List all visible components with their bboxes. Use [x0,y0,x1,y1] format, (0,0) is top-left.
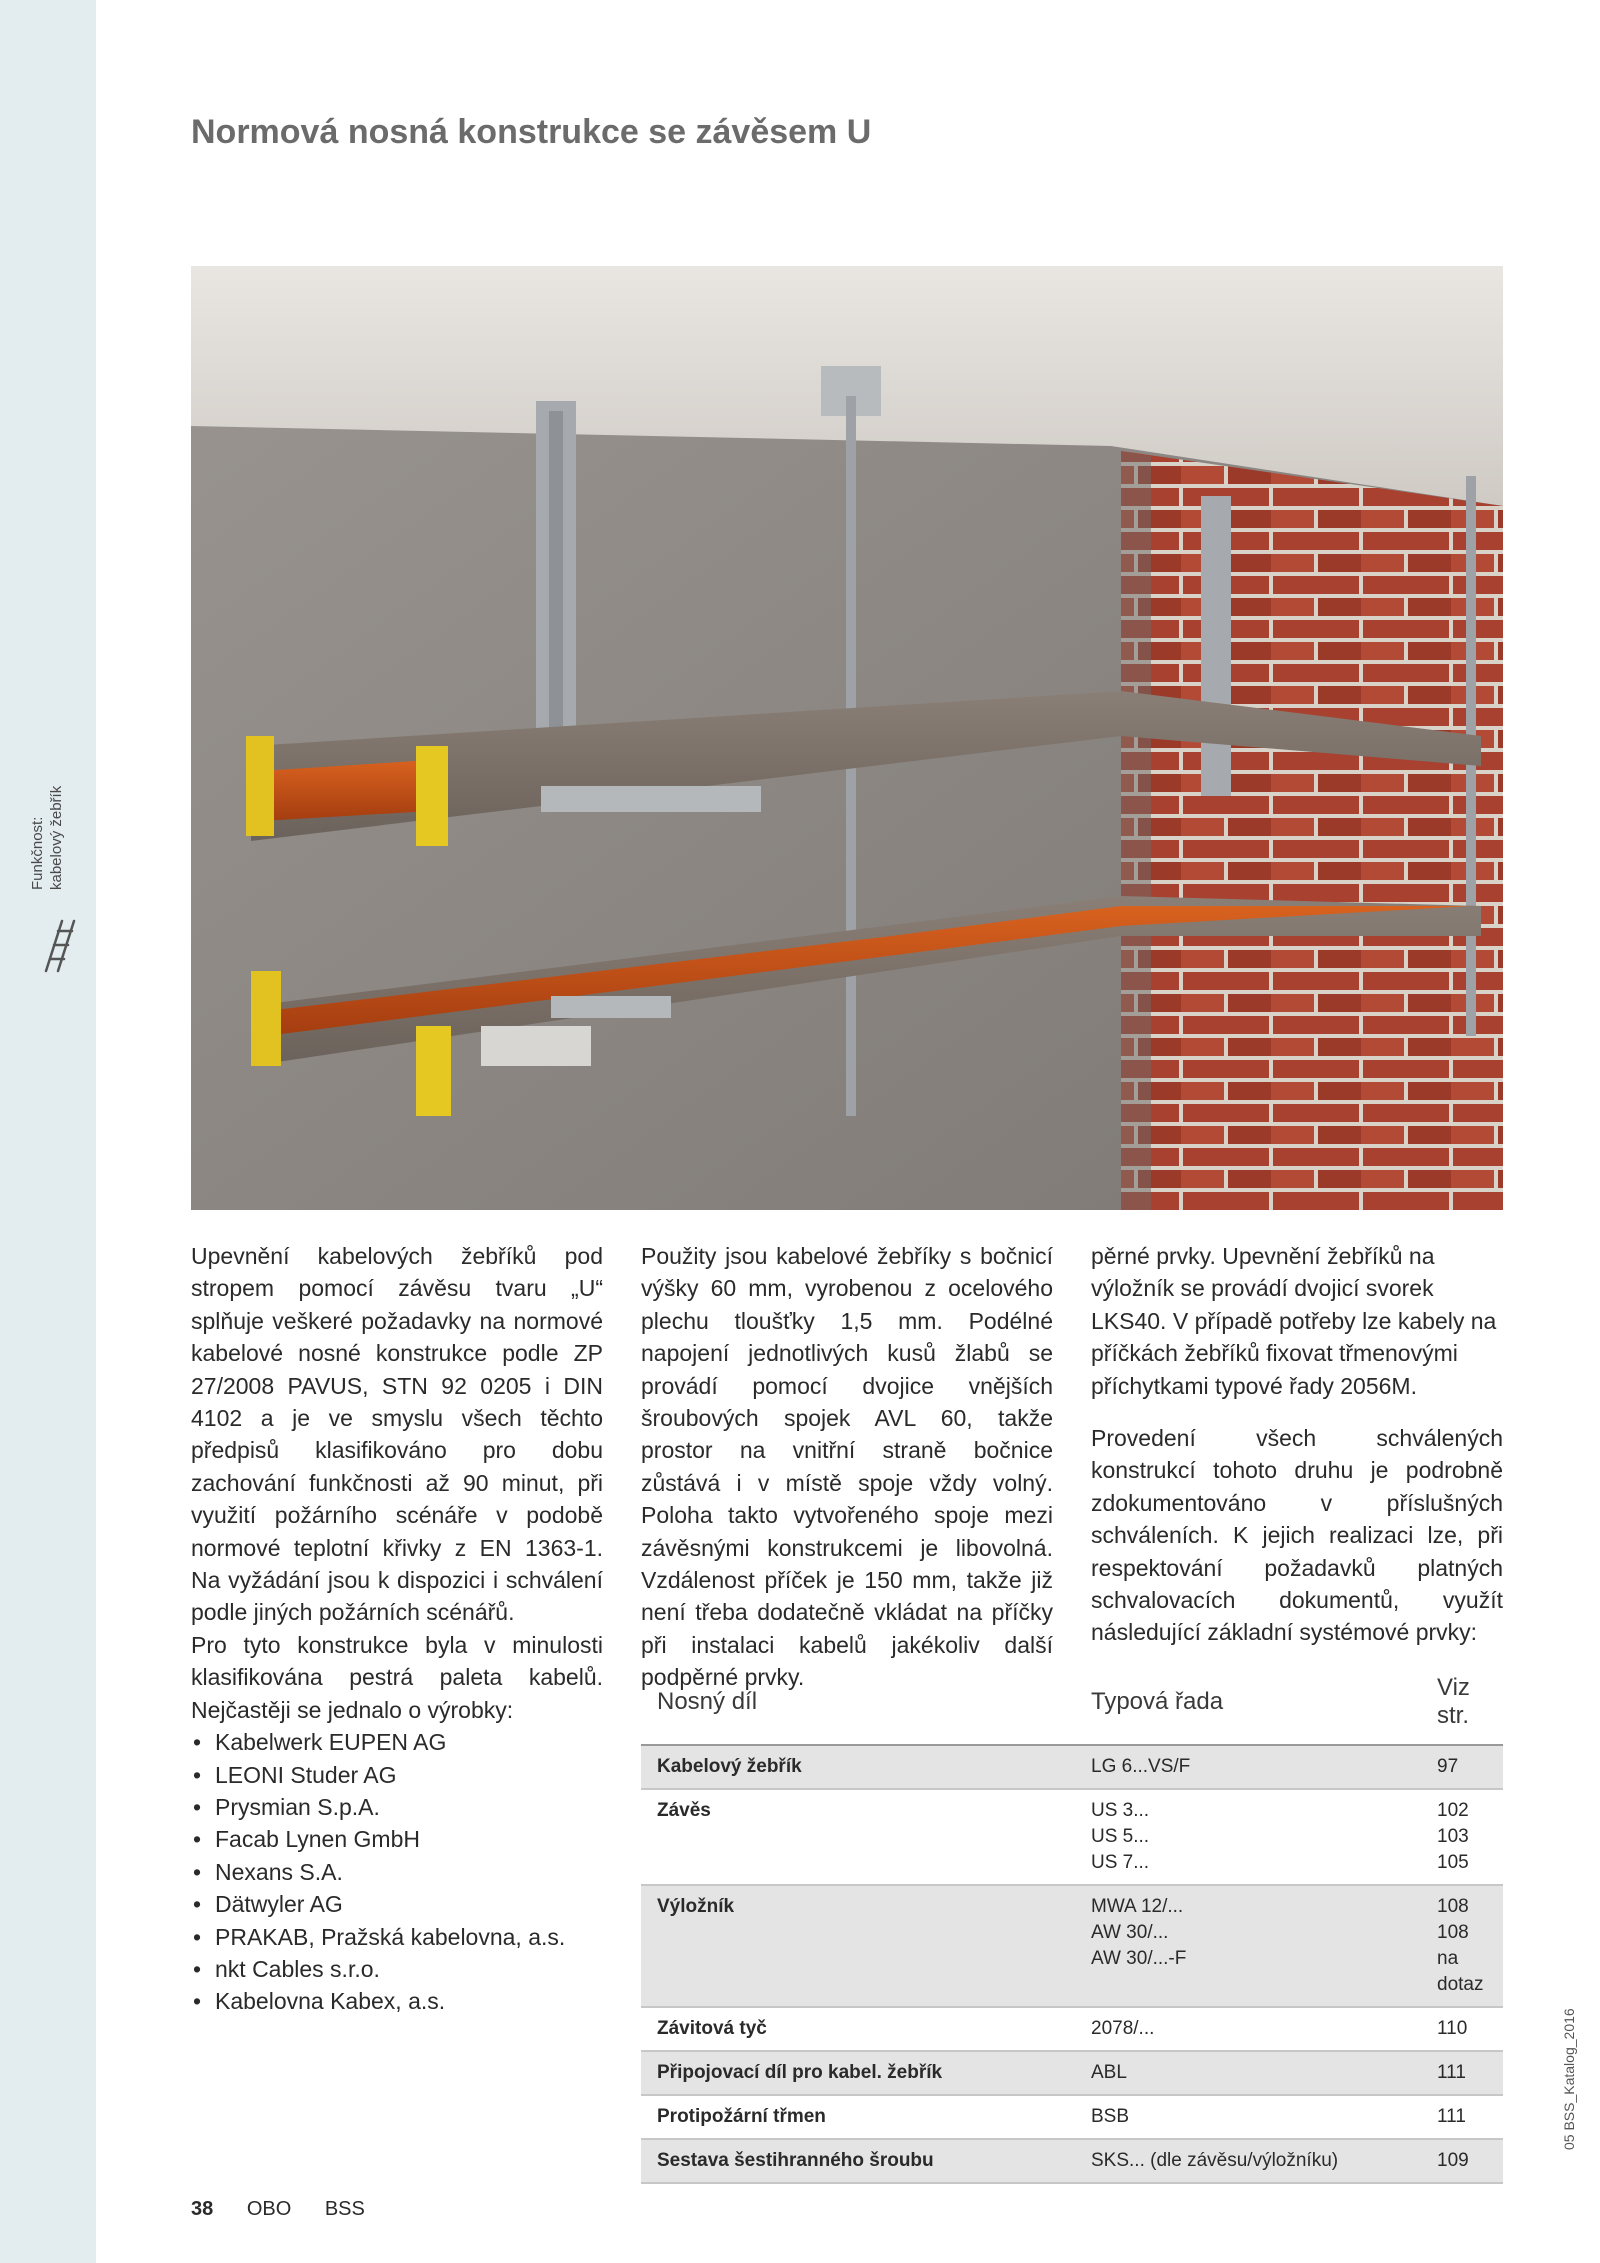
intro-paragraph: Upevnění kabelových žebříků pod stropem pomocí závěsu tvaru „U“ splňuje veškeré požadavky na normové kabelové nosné konstrukce podle ZP 27/2008 PAVUS, STN 92 0205 i DIN 4102 a je ve smyslu všech těchto předpisů klasifikováno pro dobu zachování funkčnosti až 90 minut, při využití požárního scénáře v podobě normové teplotní křivky z EN 1363-1. Na vyžádání jsou k dispozici i schválení podle jiných požárních scénářů. [191,1243,603,1626]
table-row [641,2139,1503,2183]
table-header-row [641,1674,1503,1745]
page-title: Normová nosná konstrukce se závěsem U [191,113,872,151]
part-series: US 3... US 5... US 7... [1075,1789,1421,1885]
header-series: Typová řada [1091,1688,1224,1715]
ladder-icon [40,915,80,975]
system-parts-table [641,1674,1503,2184]
text-column-1 [191,1240,603,2018]
part-series: MWA 12/... AW 30/... AW 30/...-F [1075,1885,1421,2007]
part-name: Sestava šestihranného šroubu [641,2139,1075,2183]
table-row [641,2051,1503,2095]
part-series: BSB [1075,2095,1421,2139]
table-row [641,1885,1503,2007]
table-row [641,2007,1503,2051]
bracket-paragraph: pěrné prvky. Upevnění žebříků na výložník se provádí dvojicí svorek LKS40. V případě potřeby lze kabely na příčkách žebříků fixovat třmenovými příchytkami typové řady 2056M. [1091,1243,1497,1399]
part-page: 97 [1421,1745,1503,1789]
list-item: • Nexans S.A. [191,1856,603,1888]
part-series: SKS... (dle závěsu/výložníku) [1075,2139,1421,2183]
part-series: LG 6...VS/F [1075,1745,1421,1789]
text-column-3 [1091,1240,1503,1649]
catalog-code: 05 BSS_Katalog_2016 [1561,2008,1577,2150]
part-name: Závěs [641,1789,1075,1885]
footer-section: BSS [324,2198,365,2220]
manufacturer-list [191,1726,603,2018]
list-item: • Facab Lynen GmbH [191,1823,603,1855]
header-part: Nosný díl [657,1688,758,1715]
part-page: 111 [1421,2095,1503,2139]
part-name: Připojovací díl pro kabel. žebřík [641,2051,1075,2095]
sidebar-label [28,730,74,890]
sidebar-band [0,0,96,2263]
header-page: Viz str. [1437,1674,1470,1729]
part-series: 2078/... [1075,2007,1421,2051]
part-page: 109 [1421,2139,1503,2183]
part-page: 102 103 105 [1421,1789,1503,1885]
part-name: Závitová tyč [641,2007,1075,2051]
ladder-paragraph: Použity jsou kabelové žebříky s bočnicí výšky 60 mm, vyrobenou z ocelového plechu tloušťky 1,5 mm. Podélné napojení jednotlivých kusů žlabů se provádí pomocí dvojice vnějších šroubových spojek AVL 60, takže prostor na vnitřní straně bočnice zůstává i v místě spoje vždy volný. Poloha takto vytvořeného spoje mezi závěsnými konstrukcemi je libovolná. Vzdálenost příček je 150 mm, takže již není třeba dodatečně vkládat na příčky při instalaci kabelů jakékoliv další podpěrné prvky. [641,1243,1053,1691]
part-name: Protipožární třmen [641,2095,1075,2139]
part-name: Kabelový žebřík [641,1745,1075,1789]
table-row [641,1789,1503,1885]
part-page: 110 [1421,2007,1503,2051]
list-item: • Kabelwerk EUPEN AG [191,1726,603,1758]
list-item: • Dätwyler AG [191,1888,603,1920]
list-item: • PRAKAB, Pražská kabelovna, a.s. [191,1921,603,1953]
part-page: 111 [1421,2051,1503,2095]
list-item: • LEONI Studer AG [191,1759,603,1791]
table-row [641,2095,1503,2139]
page-footer [191,2198,393,2221]
part-series: ABL [1075,2051,1421,2095]
page-number: 38 [191,2198,214,2220]
table-row [641,1745,1503,1789]
footer-brand: OBO [246,2198,292,2220]
part-name: Výložník [641,1885,1075,2007]
sidebar-label-line2: kabelový žebřík [48,785,65,890]
list-item: • nkt Cables s.r.o. [191,1953,603,1985]
list-item: • Kabelovna Kabex, a.s. [191,1985,603,2017]
cable-ladder-installation-photo [191,266,1503,1210]
text-column-2 [641,1240,1053,1694]
list-item: • Prysmian S.p.A. [191,1791,603,1823]
sidebar-label-line1: Funkčnost: [29,816,46,890]
approval-paragraph: Provedení všech schválených konstrukcí tohoto druhu je podrobně zdokumentováno v příslušných schváleních. K jejich realizaci lze, při respektování požadavků platných schvalovacích dokumentů, využít následující základní systémové prvky: [1091,1425,1503,1646]
part-page: 108 108 na dotaz [1421,1885,1503,2007]
cables-paragraph: Pro tyto konstrukce byla v minulosti klasifikována pestrá paleta kabelů. Nejčastěji se jednalo o výrobky: [191,1631,603,1723]
